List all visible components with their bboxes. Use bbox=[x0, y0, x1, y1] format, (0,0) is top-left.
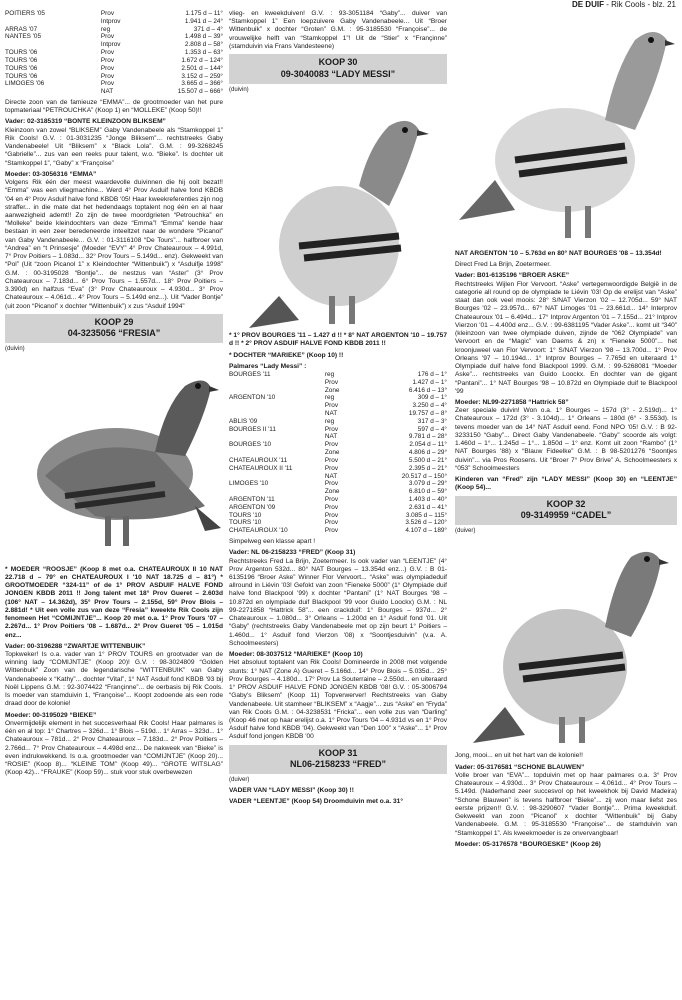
magazine-name: DE DUIF bbox=[571, 0, 604, 9]
vader-text: Rechtstreeks Fred La Brijn, Zoetermeer. Is ook vader van “LEENTJE” (4° Prov Argenton 532d... 80° NAT Bourges – 13.354d enz...) G.V. : B 01-6135196 “Broer Aske” Winner Flor Vervoort... “Aske” was olympiadeduif allround in Liévin '03! Gefokt van zoon “Fieneke 5000” (1° Olympiade duif halve fond Blackpool '99) x dochter “Pantani” (1° NAT Bourges '98 – 10.872d en olympiade duif Blackpool '99 voor Guido Loockx) G.M. : NL 99-2271858 “Hattrick 58”... een crackduif: 1° Bourges – 937d... 2° Chateauroux – 1.080d... 3° Orleans – 1.200d en 1° Asduif fond '01. Uit “Gaby” (rechtstreeks Gaby Vandenabeele met op zijn beurt 1° Poitiers – 1.460d... 1° Asduif fond Vierzon '08) x “Soontjesduivin” (v.a. A. Schoolmeesters) bbox=[229, 557, 447, 647]
pigeon-photo-fresia bbox=[5, 356, 223, 562]
vader-text: Rechtstreeks Wijlen Flor Vervoort. “Aske” vertegenwoordigde België in de categorie all round op de olympiade te Liévin '03! Op de erelijst van “Aske” staat dan ook veel moois: 28° S/NAT Vierzon '02 – 12.705d... 59° NAT Bourges '02 – 23.957d... 67° NAT Limoges '01 – 23.661d... 14° Interprov Chateauroux '01 – 6.494d... 17° Intprov Argenton '01 – 7.155d... 21° Intprov Vierzon '01 – 4.400d enz... G.V. : 99-6381195 “Vader Aske”... komt uit “340” (kleinzoon van twee olympiade duiven, zijnde de “062 Olympiade” van Vervoort en de “Magic” van Daems & zn) x “Fieneke 5000”... het kroonjuweel van Flor Vervoort: 1° S/NAT Vierzon '98 – 13.700d... 1° Prov Orleans '97 – 10.194d... 1° Intprov Bourges – 7.765d en uiteraard 1° Olympiade duif halve fond Blackpool 1999. G.M. : 99-5268081 “Moeder Aske”... rechtstreeks van Guido Loockx. En dochter van de gigant “Pantani”... 1° NAT Bourges '98 – 10.872d en Olympiade duif te Blackpool '99 bbox=[455, 280, 677, 395]
race-cell: TOURS '06 bbox=[5, 64, 38, 72]
table-row bbox=[5, 41, 223, 49]
result-cell: 1.427 d – 1° bbox=[412, 378, 447, 386]
vader2-heading: Vader: 00-3196288 “ZWARTJE WITTENBUIK” bbox=[5, 642, 146, 650]
table-row bbox=[229, 402, 447, 410]
table-row bbox=[229, 488, 447, 496]
vader2-heading: Vader: 05-3176581 “SCHONE BLAUWEN” bbox=[455, 763, 585, 771]
dochter-text: * DOCHTER “MARIEKE” (Koop 10) !! bbox=[229, 351, 344, 359]
race-cell: TOURS '10 bbox=[229, 519, 262, 527]
results-table bbox=[5, 10, 223, 96]
category-cell: Zone bbox=[324, 488, 340, 496]
summary-text: Simpelweg een klasse apart ! bbox=[229, 538, 316, 546]
vader-heading: Vader: NL 06-2158233 “FRED” (Koop 31) bbox=[229, 549, 356, 557]
race-cell: TOURS '10 bbox=[229, 511, 262, 519]
result-cell: 2.631 d – 41° bbox=[408, 503, 447, 511]
race-cell: ARGENTON '09 bbox=[229, 503, 276, 511]
race-cell bbox=[5, 41, 101, 49]
vader2-text: Topkweker! Is o.a. vader van 1° PROV TOURS en grootvader van de winning lady “COMIJNTJE” (Koop 20)! G.V. : 98-3024809 “Golden Wittenbuik” Zoon van de legendarische “WITTENBUIK” van Gaby Vandenabeele x “Kathy”... dochter “Vital”, 1° NAT Asduif fond KBDB '93 bij Noël Lippens G.M. : 92-3074422 “Françinne”... de oerbasis bij Rik Cools. Is moeder van stamduivin 1, “Françoise”... Koopt zodoende als een rode draad door de kolonie! bbox=[5, 651, 223, 708]
result-cell: 1.672 d – 124° bbox=[181, 56, 223, 64]
koop-ring: 09-3040083 “LADY MESSI” bbox=[280, 68, 396, 79]
continued-text: vlieg- en kweekduiven! G.V. : 93-3051184 “Gaby”... duiver van “Stamkoppel 1” Een loepzuivere Gaby Vandenabeele... Uit “Broer Wittenbuik” x dochter “Groten” G.M. : 95-3185530 “Françoise”... de vrouwelijke helft van “Stamkoppel 1”! Uit de “Stier” x “Françinne” (stamduivin via Frans Vandesteene) bbox=[229, 10, 447, 50]
race-cell bbox=[229, 379, 325, 387]
koop-32-banner bbox=[455, 496, 677, 525]
result-cell: 317 d – 3° bbox=[417, 417, 447, 425]
table-row bbox=[5, 49, 223, 57]
category-cell: NAT bbox=[324, 472, 338, 480]
category-cell: reg bbox=[324, 417, 335, 425]
race-cell: LIMOGES '10 bbox=[229, 480, 269, 488]
moeder-text: Zeer speciale duivin! Won o.a. 1° Bourges – 157d (3° - 2.519d)... 1° Chateauroux – 172d (3° - 3.104d)... 1° Orleans – 180d (6° - 3.553d). Is tevens moeder van de 14° NAT Asduif eend. Fond NPO '05! G.V. : B 92-3233150 “Gaby”... Direct Gaby Vandenabeele. “Gaby” scoorde als volgt: 1.460d – 1°... 1.245d – 1°... 1.850d – 1° enz. Komt uit zoon “Rambo” (1° NAT Bourges '88) x “Blauw Fideelke” G.M. : B 98-5201276 “Soontjes duivin”... via Pros Roosens. Uit “Broer 7° Prov Brive” A. Schoolmeesters x “053” Schoolmeesters bbox=[455, 407, 677, 472]
result-cell: 2.808 d – 58° bbox=[184, 41, 223, 49]
koop-ring: 04-3235056 “FRESIA” bbox=[67, 328, 161, 339]
category-cell: Prov bbox=[100, 56, 115, 64]
category-cell: Prov bbox=[324, 480, 339, 488]
result-cell: 176 d – 1° bbox=[417, 370, 447, 378]
closing-line-2: VADER “LEENTJE” (Koop 54) Droomduivin met o.a. 31° bbox=[229, 797, 403, 805]
race-cell bbox=[229, 473, 325, 481]
category-cell: Prov bbox=[324, 511, 339, 519]
pigeon-photo-lady-messi bbox=[229, 96, 447, 332]
sex-label: (duiver) bbox=[455, 527, 476, 534]
moeder-heading: Moeder: 03-3056316 “EMMA” bbox=[5, 170, 97, 178]
result-cell: 19.757 d – 8° bbox=[408, 410, 447, 418]
moeder-heading: Moeder: NL99-2271858 “Hattrick 58” bbox=[455, 398, 569, 406]
category-cell: Prov bbox=[100, 72, 115, 80]
race-cell bbox=[5, 18, 101, 26]
table-row bbox=[229, 527, 447, 535]
koop-number: KOOP 30 bbox=[318, 57, 358, 68]
category-cell: Prov bbox=[324, 503, 339, 511]
result-cell: 3.079 d – 29° bbox=[408, 480, 447, 488]
header-separator: - bbox=[603, 0, 612, 9]
race-cell: ARGENTON '11 bbox=[229, 495, 275, 503]
origin-text: Direct Fred La Brijn, Zoetermeer. bbox=[455, 261, 552, 269]
race-cell: TOURS '06 bbox=[5, 72, 38, 80]
race-cell: LIMOGES '06 bbox=[5, 80, 45, 88]
koop-29-banner bbox=[5, 314, 223, 343]
category-cell: NAT bbox=[324, 410, 338, 418]
vader2-text: Volle broer van “EVA”... topduivin met op haar palmares o.a. 3° Prov Chateauroux – 4.930d... 3° Prov Chateauroux – 4.061d... 4° Prov Tours – 5.149d. (Naderhand zeer succesvol op het kweekhok bij David Madeira) “Schone Blauwen” is tevens halfbroer “Bieke”... zij won maar liefst zes eerste prijzen!! G.V. : 98-3290607 “Vader Bontje”... Prima kweekduif. Gekweekt van zoon “Picanol” x dochter “Wittenbuik” bij Gaby Vandenabeele. G.M. : 95-3185530 “Françoise”... de stamduivin van “Stamkoppel 1”. Als kweekmoeder is ze onvervangbaar! bbox=[455, 771, 677, 837]
palmares-table bbox=[229, 371, 447, 535]
race-cell: BOURGES '11 bbox=[229, 370, 271, 378]
race-cell: TOURS '06 bbox=[5, 49, 38, 57]
table-row bbox=[229, 371, 447, 379]
closing-line-1: VADER VAN “LADY MESSI” (Koop 30) !! bbox=[229, 786, 354, 794]
race-cell: POITIERS '05 bbox=[5, 10, 45, 17]
vader-heading: Vader: B01-6135196 “BROER ASKE” bbox=[455, 272, 570, 280]
children-text: Kinderen van “Fred” zijn “LADY MESSI” (Koop 30) en “LEENTJE” (Koop 54)... bbox=[455, 476, 677, 492]
result-cell: 20.517 d – 150° bbox=[401, 472, 447, 480]
result-cell: 2.501 d – 144° bbox=[181, 64, 223, 72]
category-cell: Prov bbox=[100, 33, 115, 41]
moeder-heading: Moeder: 08-3037512 “MARIEKE” (Koop 10) bbox=[229, 651, 363, 659]
vader-text: Kleinzoon van zowel “BLIKSEM” Gaby Vandenabeele als “Stamkoppel 1” Rik Cools! G.V. : 01-3031235 “Jonge Bliksem”... rechtstreeks Gaby Vandenabeele! Uit “Bliksem” x “Black Lola”. G.M. : 99-3268245 “Gabrielle”... zus van een reeks puur talent, w.o. “Bieke”. Is dochter uit “Stamkoppel 1”, “Gaby” x “Françoise” bbox=[5, 126, 223, 167]
category-cell: NAT bbox=[100, 88, 114, 96]
koop-number: KOOP 29 bbox=[94, 316, 134, 327]
category-cell: Prov bbox=[324, 464, 339, 472]
table-row bbox=[229, 441, 447, 449]
category-cell: Prov bbox=[324, 456, 339, 464]
table-row bbox=[229, 465, 447, 473]
column-1 bbox=[5, 10, 223, 781]
category-cell: NAT bbox=[324, 433, 338, 441]
table-row bbox=[5, 80, 223, 88]
palmares-heading: Palmares “Lady Messi” : bbox=[229, 362, 307, 370]
table-row bbox=[5, 57, 223, 65]
result-cell: 3.526 d – 120° bbox=[405, 519, 447, 527]
result-cell: 4.806 d – 29° bbox=[408, 449, 447, 457]
category-cell: Intprov bbox=[100, 41, 121, 49]
table-row bbox=[5, 18, 223, 26]
table-row bbox=[229, 480, 447, 488]
race-cell: ABLIS '09 bbox=[229, 417, 258, 425]
race-cell bbox=[229, 488, 325, 496]
result-cell: 3.085 d – 115° bbox=[405, 511, 447, 519]
result-cell: 9.781 d – 28° bbox=[408, 433, 447, 441]
koop-number: KOOP 32 bbox=[546, 498, 586, 509]
table-row bbox=[5, 88, 223, 96]
result-cell: 371 d – 4° bbox=[193, 25, 223, 33]
race-cell: ARRAS '07 bbox=[5, 25, 38, 33]
table-row bbox=[229, 418, 447, 426]
category-cell: Prov bbox=[324, 495, 339, 503]
moeder-text: Volgens Rik één der meest waardevolle duivinnen die hij ooit bezat!! “Emma” was een vliegmachine... Werd 4° Prov Asduif halve fond KBDB '04 en 4° Prov Asduif halve fond KBDB '05! Haar kweekreferenties zijn nog straffer... in die mate dat het hedendaags toptalent nog één en al haar aanwezigheid ademt!! Zo zijn de twee moordgrieten “Petrouchka” en “Molleke” beide kleindochters van deze “Emma”! “Emma” kende haar bestaan in een zeer beredeneerde inteeltzet naar de wondere “Picanol” van Gaby Vandenabeele... G.V. : 01-3116108 “De Tours”... halfbroer van “Andrea” en “t Prinsesje” (Moeder “EVY” 4° Prov Chateauroux – 4.991d, 7° Prov Poitiers – 1.083d... 32° Prov Tours – 5.149d... enz). Gekweekt van “Pol” (Uit “zoon Picanol 1” x Kleindochter “Wittenbuik”) x “Asduifje 1998” G.M. : 00-3195028 “Bontje”... de nestzus van “Aster” (3° Prov Chateauroux – 7.183d... 6° Prov Tours – 1.557d... 18° Prov Poitiers – 3.390d) en halfzus “Eva” (3° Prov Chateauroux – 4.930d... 3° Prov Chateauroux – 4.061d... 4° Prov Tours – 5.149d enz...). Uit “Vader Bontje” (uit zoon “Picanol” x dochter “Wittenbuik”) x zus “Asduif 1994” bbox=[5, 179, 223, 310]
table-row bbox=[229, 496, 447, 504]
table-row bbox=[229, 379, 447, 387]
pigeon-photo-cadel bbox=[455, 537, 677, 749]
vader-heading: Vader: 02-3185319 “BONTE KLEINZOON BLIKSEM” bbox=[5, 118, 166, 126]
result-cell: 6.810 d – 59° bbox=[408, 488, 447, 496]
koop-number: KOOP 31 bbox=[318, 747, 358, 758]
race-cell bbox=[229, 410, 325, 418]
result-cell: 6.416 d – 13° bbox=[408, 386, 447, 394]
category-cell: Prov bbox=[324, 378, 339, 386]
page-header bbox=[572, 0, 676, 10]
race-cell bbox=[229, 433, 325, 441]
category-cell: Prov bbox=[324, 402, 339, 410]
category-cell: Prov bbox=[100, 64, 115, 72]
koop-31-banner bbox=[229, 745, 447, 774]
race-cell: NANTES '05 bbox=[5, 33, 42, 41]
result-cell: 2.054 d – 11° bbox=[409, 441, 447, 449]
pigeon-photo-fred bbox=[455, 10, 677, 250]
race-cell bbox=[5, 88, 101, 96]
table-row bbox=[229, 504, 447, 512]
category-cell: reg bbox=[324, 370, 335, 378]
result-cell: 597 d – 4° bbox=[417, 425, 447, 433]
table-row bbox=[5, 10, 223, 18]
table-row bbox=[229, 387, 447, 395]
race-cell: CHATEAUROUX II '11 bbox=[229, 464, 293, 472]
result-cell: 2.395 d – 21° bbox=[408, 464, 447, 472]
result-cell: 1.353 d – 63° bbox=[184, 49, 223, 57]
race-cell bbox=[229, 387, 325, 395]
result-cell: 3.152 d – 259° bbox=[181, 72, 223, 80]
result-cell: 5.500 d – 21° bbox=[408, 456, 447, 464]
category-cell: Zone bbox=[324, 386, 340, 394]
category-cell: Prov bbox=[100, 10, 115, 17]
result-cell: 15.507 d – 666° bbox=[177, 88, 223, 96]
result-cell: 3.665 d – 366° bbox=[181, 80, 223, 88]
result-cell: 4.107 d – 189° bbox=[405, 527, 447, 535]
race-cell: TOURS '06 bbox=[5, 56, 38, 64]
race-cell: ARGENTON '10 bbox=[229, 394, 276, 402]
result-cell: 3.250 d – 4° bbox=[412, 402, 447, 410]
category-cell: Prov bbox=[100, 80, 115, 88]
koop-ring: NL06-2158233 “FRED” bbox=[289, 759, 387, 770]
koop-ring: 09-3149959 “CADEL” bbox=[520, 510, 612, 521]
moeder2-heading: Moeder: 05-3176578 “BOURGESKE” (Koop 26) bbox=[455, 840, 601, 848]
highlights-text: * 1° PROV BOURGES '11 – 1.427 d !! * 8° NAT ARGENTON '10 – 19.757 d !! * 2° PROV ASDUIF HALVE FOND KBDB 2011 !! bbox=[229, 332, 447, 348]
result-cell: 1.941 d – 24° bbox=[184, 17, 223, 25]
result-cell: 1.403 d – 40° bbox=[408, 495, 447, 503]
table-row bbox=[229, 457, 447, 465]
moeder2-text: Onvermijdelijk element in het succesverhaal Rik Cools! Haar palmares is één en al top: 1° Chartres – 326d... 1° Blois – 519d... 1° Arras – 323d... 1° Chateauroux – 781d... 2° Prov Chateauroux – 7.183d... 2° Prov Poitiers – 2.766d... 7° Prov Chateauroux – 4.498d enz... De nakweek van “Bieke” is even indrukwekkend. Is o.a. grootmoeder van “COMIJNTJE” (Koop 20)... “ROSIE” (Koop 8)... “KLEINE TOM” (Koop 49)... “GROTE WITSLAG” (Koop 42)... “FRAUKE” (Koop 59)... stuk voor stuk overbewezen bbox=[5, 719, 223, 777]
table-row bbox=[229, 449, 447, 457]
race-cell: CHATEAUROUX '10 bbox=[229, 527, 288, 535]
category-cell: Prov bbox=[324, 441, 339, 449]
sex-label: (duivin) bbox=[229, 86, 249, 93]
result-cell: 1.498 d – 39° bbox=[184, 33, 223, 41]
category-cell: Prov bbox=[324, 527, 339, 535]
category-cell: reg bbox=[100, 25, 111, 33]
category-cell: Intprov bbox=[100, 17, 121, 25]
koop-30-banner bbox=[229, 54, 447, 83]
table-row bbox=[5, 65, 223, 73]
column-3 bbox=[455, 10, 677, 849]
sex-label: (duiver) bbox=[229, 777, 250, 784]
caption-text: Jong, mooi... en uit het hart van de kolonie!! bbox=[455, 752, 583, 760]
moeder2-heading: Moeder: 00-3195029 “BIEKE” bbox=[5, 711, 97, 719]
highlights-text: * MOEDER “ROOSJE” (Koop 8 met o.a. CHATEAUROUX II 10 NAT 22.718 d – 79° en CHATEAUROUX I '10 NAT 18.725 d – 81°) * GROOTMOEDER “324-11” of de 1° PROV ASDUIF HALVE FOND JONGEN KBDB 2011 !! Jong talent met 18° Prov Gueret – 2.603d (106° NAT – 14.362d), 35° Prov Tours – 2.155d, 59° Prov Blois – 2.881d! * Uit een volle zus van deze “Fresia” kweekte Rik Cools zijn fenomeen Het “COMIJNTJE”... Koop 20 met o.a. 1° Prov Tours '07 – 2.267d... 1° Prov Poitiers '08 – 1.687d... 2° Prov Gueret '05 – 1.015d enz... bbox=[5, 565, 223, 639]
result-cell: 1.175 d – 11° bbox=[185, 10, 223, 17]
category-cell: Prov bbox=[100, 49, 115, 57]
race-cell: CHATEAUROUX '11 bbox=[229, 456, 288, 464]
race-cell bbox=[229, 449, 325, 457]
category-cell: Zone bbox=[324, 449, 340, 457]
race-cell: BOURGES '10 bbox=[229, 441, 272, 449]
table-row bbox=[229, 410, 447, 418]
intro-text: Directe zoon van de famieuze “EMMA”... de grootmoeder van het pure topmateriaal “PETROUCHKA” (Koop 1) en “MOLLEKE” (Koop 50)!! bbox=[5, 98, 223, 115]
race-cell: BOURGES II '11 bbox=[229, 425, 276, 433]
category-cell: Prov bbox=[324, 425, 339, 433]
page-label: Rik Cools - blz. 21 bbox=[611, 0, 676, 9]
moeder-text: Het absoluut toptalent van Rik Cools! Domineerde in 2008 met volgende stunts: 1° NAT (Zone A) Gueret – 5.166d... 14° Prov Blois – 5.035d... 25° Prov Bourges – 4.180d... 17° Prov La Souterraine – 2.550d... en uiteraard 1° PROV ASDUIF HALVE FOND JONGEN KBDB '08! G.V. : 05-3006794 “Gaby's Bliksem” (Koop 11) Topverwerver! Rechtstreeks van Gaby Vandenabeele. Uit stamheer “BLIKSEM” x “Aagje”... zus “Aske” en “Fryda” van Rik Cools G.M. : 04-3238531 “Fricka”... een volle zus van “Darling” (Koop 46 met op haar erelijst o.a. 1° Prov Tours '04 – 4.931d vs en 1° Prov Asduif halve fond KBDB '04). Gekweekt van “Den 100” x “Aske”... 1° Prov Asduif fond jongen KBDB '00 bbox=[229, 659, 447, 741]
caption-text: NAT ARGENTON '10 – 5.763d en 80° NAT BOURGES '08 – 13.354d! bbox=[455, 250, 662, 257]
result-cell: 309 d – 1° bbox=[417, 394, 447, 402]
race-cell bbox=[229, 402, 325, 410]
sex-label: (duivin) bbox=[5, 346, 25, 353]
category-cell: Prov bbox=[324, 519, 339, 527]
category-cell: reg bbox=[324, 394, 335, 402]
column-2 bbox=[229, 10, 447, 809]
